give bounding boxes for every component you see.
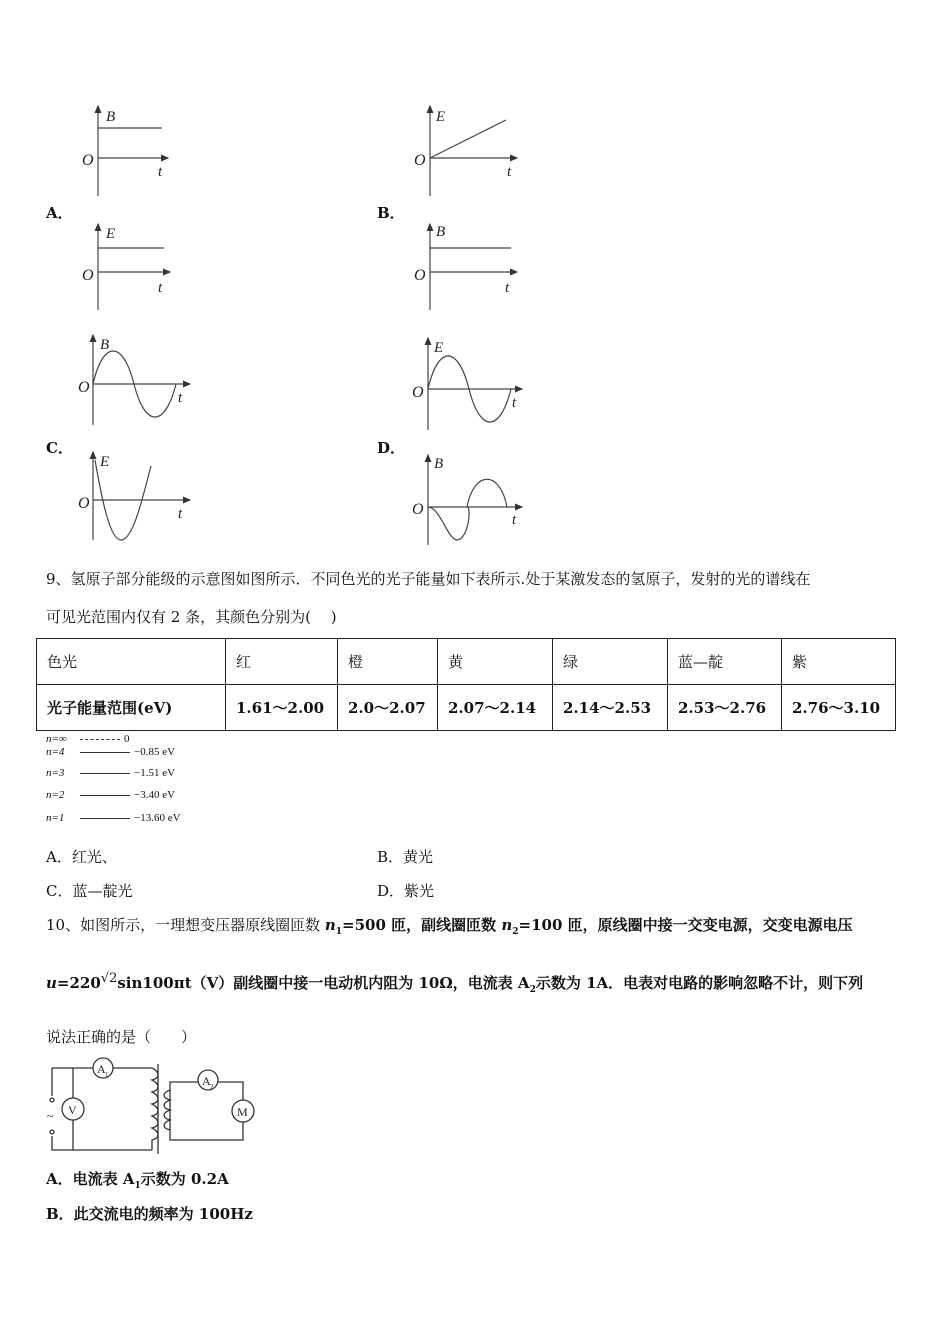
q9-option-d[interactable]: D．紫光 [377,882,435,900]
q9-option-a[interactable]: A．红光、 [46,848,117,866]
svg-text:A: A [202,1074,211,1088]
svg-text:B: B [106,109,116,125]
svg-text:O: O [78,379,90,396]
svg-text:V: V [68,1103,77,1117]
table-cell: 红 [226,639,338,685]
svg-text:t: t [178,390,183,406]
svg-text:t: t [158,280,163,296]
svg-text:~: ~ [47,1109,54,1123]
table-cell: 绿 [553,639,668,685]
table-cell: 2.76～3.10 [782,685,896,731]
svg-text:M: M [237,1105,248,1119]
svg-text:2: 2 [210,1083,214,1091]
svg-text:B: B [100,337,110,353]
table-cell: 2.07～2.14 [438,685,553,731]
svg-text:t: t [507,164,512,180]
q8-option-b[interactable]: B． [377,204,405,222]
table-cell: 紫 [782,639,896,685]
energy-level: n=4 −0.85 eV [46,746,176,758]
svg-text:O: O [414,152,426,169]
svg-text:E: E [100,454,110,470]
table-header-row [37,639,896,685]
table-cell: 色光 [37,639,226,685]
svg-text:A: A [97,1062,106,1076]
table-cell: 光子能量范围(eV) [37,685,226,731]
table-cell: 2.0～2.07 [338,685,438,731]
svg-text:E: E [434,340,444,356]
energy-level: n=3 −1.51 eV [46,767,176,779]
table-cell: 橙 [338,639,438,685]
table-cell: 2.53～2.76 [668,685,782,731]
svg-text:t: t [178,506,183,522]
photon-energy-table [36,638,896,731]
table-cell: 2.14～2.53 [553,685,668,731]
table-cell: 蓝—靛 [668,639,782,685]
svg-text:O: O [412,384,424,401]
svg-text:t: t [158,164,163,180]
svg-text:O: O [82,267,94,284]
table-cell: 黄 [438,639,553,685]
transformer-circuit-diagram [40,1050,280,1160]
q10-stem-line2: $u=220^{√2}\sin 100\pi t(V)$副线圈中接一电动机内阻为 10Ω，电流表 $A_2$示数为 1A．电表对电路的影响忽略不计，则下列 [46,971,864,995]
q9-stem-line1: 9、氢原子部分能级的示意图如图所示．不同色光的光子能量如下表所示.处于某激发态的氢原子，发射的光的谱线在 [46,570,811,588]
svg-text:B: B [434,456,444,472]
q10-stem-line3: 说法正确的是（ ） [46,1028,197,1046]
q8-option-d[interactable]: D． [377,439,406,457]
q8-option-a[interactable]: A． [46,204,73,222]
q10-option-b[interactable]: B．此交流电的频率为 100Hz [46,1205,253,1223]
svg-text:1: 1 [105,1071,109,1079]
table-row [37,685,896,731]
energy-level: n=∞ 0 [46,733,130,745]
energy-level: n=2 −3.40 eV [46,789,176,801]
svg-text:O: O [82,152,94,169]
q9-stem-line2: 可见光范围内仅有 2 条，其颜色分别为( ) [46,608,337,626]
svg-text:O: O [414,267,426,284]
svg-text:t: t [505,280,510,296]
q8-option-graphs [0,90,950,560]
table-cell: 1.61～2.00 [226,685,338,731]
energy-level: n=1 −13.60 eV [46,812,181,824]
svg-text:O: O [412,501,424,518]
svg-text:E: E [436,109,446,125]
q10-stem-line1: 10、如图所示，一理想变压器原线圈匝数 $n_1=500$ 匝，副线圈匝数 $n_2=100$ 匝，原线圈中接一交变电源，交变电源电压 [46,916,853,937]
svg-text:B: B [436,224,446,240]
q8-option-c[interactable]: C． [46,439,73,457]
q10-option-a[interactable]: A．电流表 $A_1$示数为 0.2A [46,1170,229,1191]
svg-text:O: O [78,495,90,512]
svg-text:E: E [106,226,116,242]
svg-text:t: t [512,512,517,528]
q9-option-b[interactable]: B．黄光 [377,848,434,866]
q9-option-c[interactable]: C．蓝—靛光 [46,882,133,900]
svg-text:t: t [512,395,517,411]
